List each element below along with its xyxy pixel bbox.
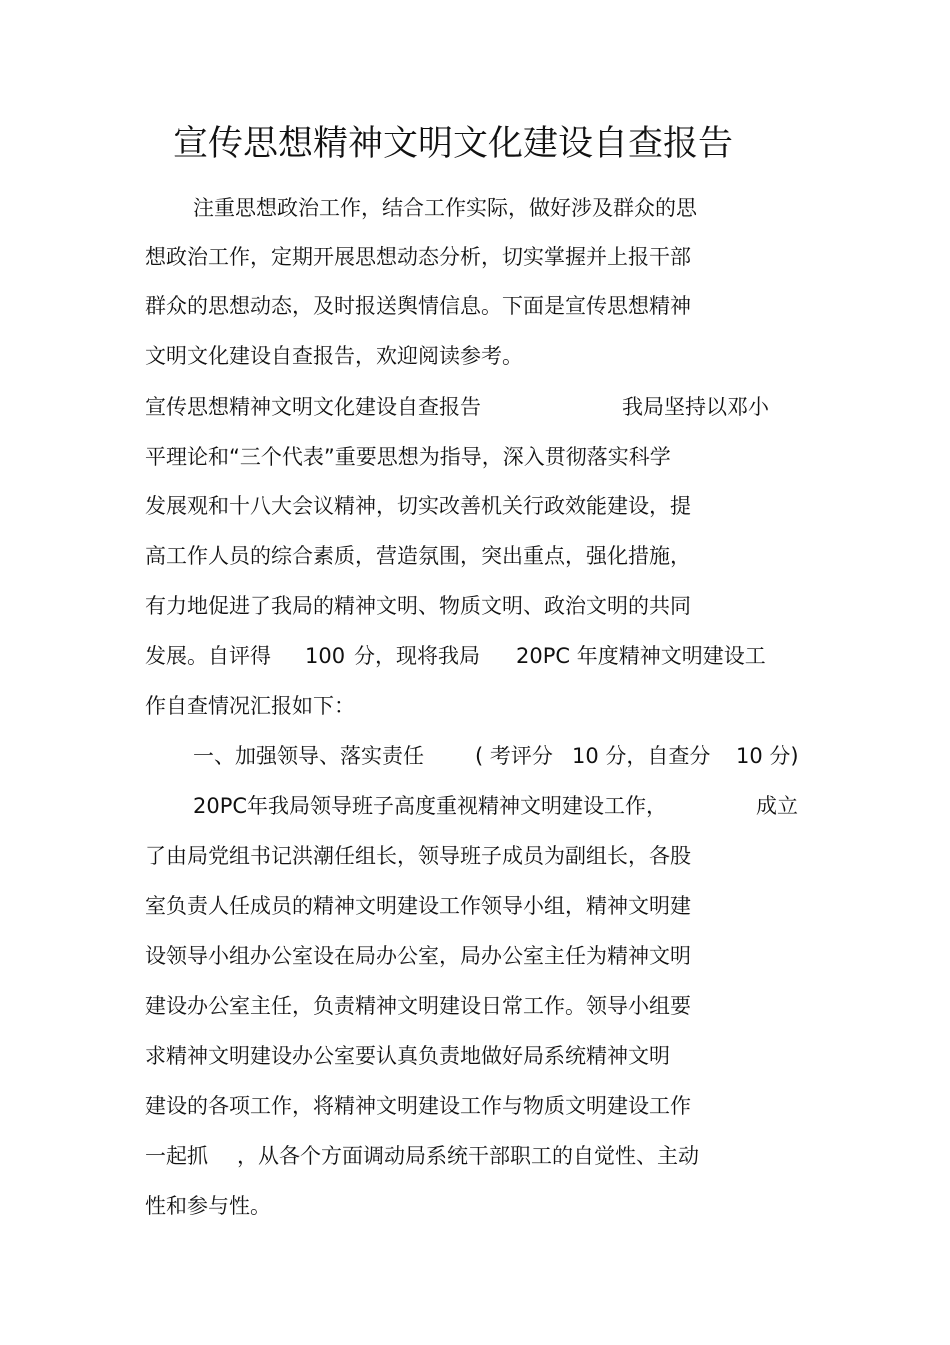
paragraph-line-3: 群众的思想动态，及时报送舆情信息。下面是宣传思想精神 xyxy=(145,294,691,318)
paragraph-line-6: 平理论和“三个代表”重要思想为指导，深入贯彻落实科学 xyxy=(145,445,671,469)
paragraph-line-4: 文明文化建设自查报告，欢迎阅读参考。 xyxy=(145,344,523,368)
paragraph-line-17: 求精神文明建设办公室要认真负责地做好局系统精神文明 xyxy=(145,1044,670,1068)
score-text-a: 发展。自评得 xyxy=(145,644,271,668)
paragraph-line-18: 建设的各项工作，将精神文明建设工作与物质文明建设工作 xyxy=(145,1094,691,1118)
section-score-a: ( 考评分 xyxy=(475,744,553,768)
score-text-b: 分，现将我局 xyxy=(354,644,480,668)
section-score-c: 10 分) xyxy=(736,744,799,768)
report-subtitle: 宣传思想精神文明文化建设自查报告 xyxy=(145,395,481,419)
paragraph-line-19 xyxy=(145,1141,765,1171)
year-text: 20PC 年度精神文明建设工 xyxy=(516,644,766,668)
paragraph-line-10 xyxy=(145,641,845,671)
paragraph-line-13: 了由局党组书记洪潮任组长，领导班子成员为副组长，各股 xyxy=(145,844,691,868)
paragraph-line-19-a: 一起抓 xyxy=(145,1144,208,1168)
paragraph-line-20: 性和参与性。 xyxy=(145,1194,271,1218)
section-score-b: 10 分，自查分 xyxy=(572,744,711,768)
paragraph-2-end: 成立 xyxy=(756,794,798,818)
paragraph-line-7: 发展观和十八大会议精神，切实改善机关行政效能建设，提 xyxy=(145,494,691,518)
paragraph-line-11: 作自查情况汇报如下： xyxy=(145,694,355,718)
section-heading-title: 一、加强领导、落实责任 xyxy=(193,744,424,768)
paragraph-2-start: 20PC年我局领导班子高度重视精神文明建设工作， xyxy=(193,794,668,818)
paragraph-line-12 xyxy=(193,791,833,821)
paragraph-line-8: 高工作人员的综合素质，营造氛围，突出重点，强化措施， xyxy=(145,544,691,568)
paragraph-line-1: 注重思想政治工作，结合工作实际，做好涉及群众的思 xyxy=(193,196,697,220)
paragraph-line-15: 设领导小组办公室设在局办公室，局办公室主任为精神文明 xyxy=(145,944,691,968)
document-title: 宣传思想精神文明文化建设自查报告 xyxy=(172,124,733,164)
paragraph-line-19-b: ，从各个方面调动局系统干部职工的自觉性、主动 xyxy=(237,1144,699,1168)
paragraph-line-5 xyxy=(145,392,845,422)
paragraph-line-9: 有力地促进了我局的精神文明、物质文明、政治文明的共同 xyxy=(145,594,691,618)
section-heading-1 xyxy=(193,741,833,771)
paragraph-line-16: 建设办公室主任，负责精神文明建设日常工作。领导小组要 xyxy=(145,994,691,1018)
score-value: 100 xyxy=(305,644,346,668)
paragraph-start-text: 我局坚持以邓小 xyxy=(622,395,769,419)
paragraph-line-2: 想政治工作，定期开展思想动态分析，切实掌握并上报干部 xyxy=(145,245,691,269)
paragraph-line-14: 室负责人任成员的精神文明建设工作领导小组，精神文明建 xyxy=(145,894,691,918)
